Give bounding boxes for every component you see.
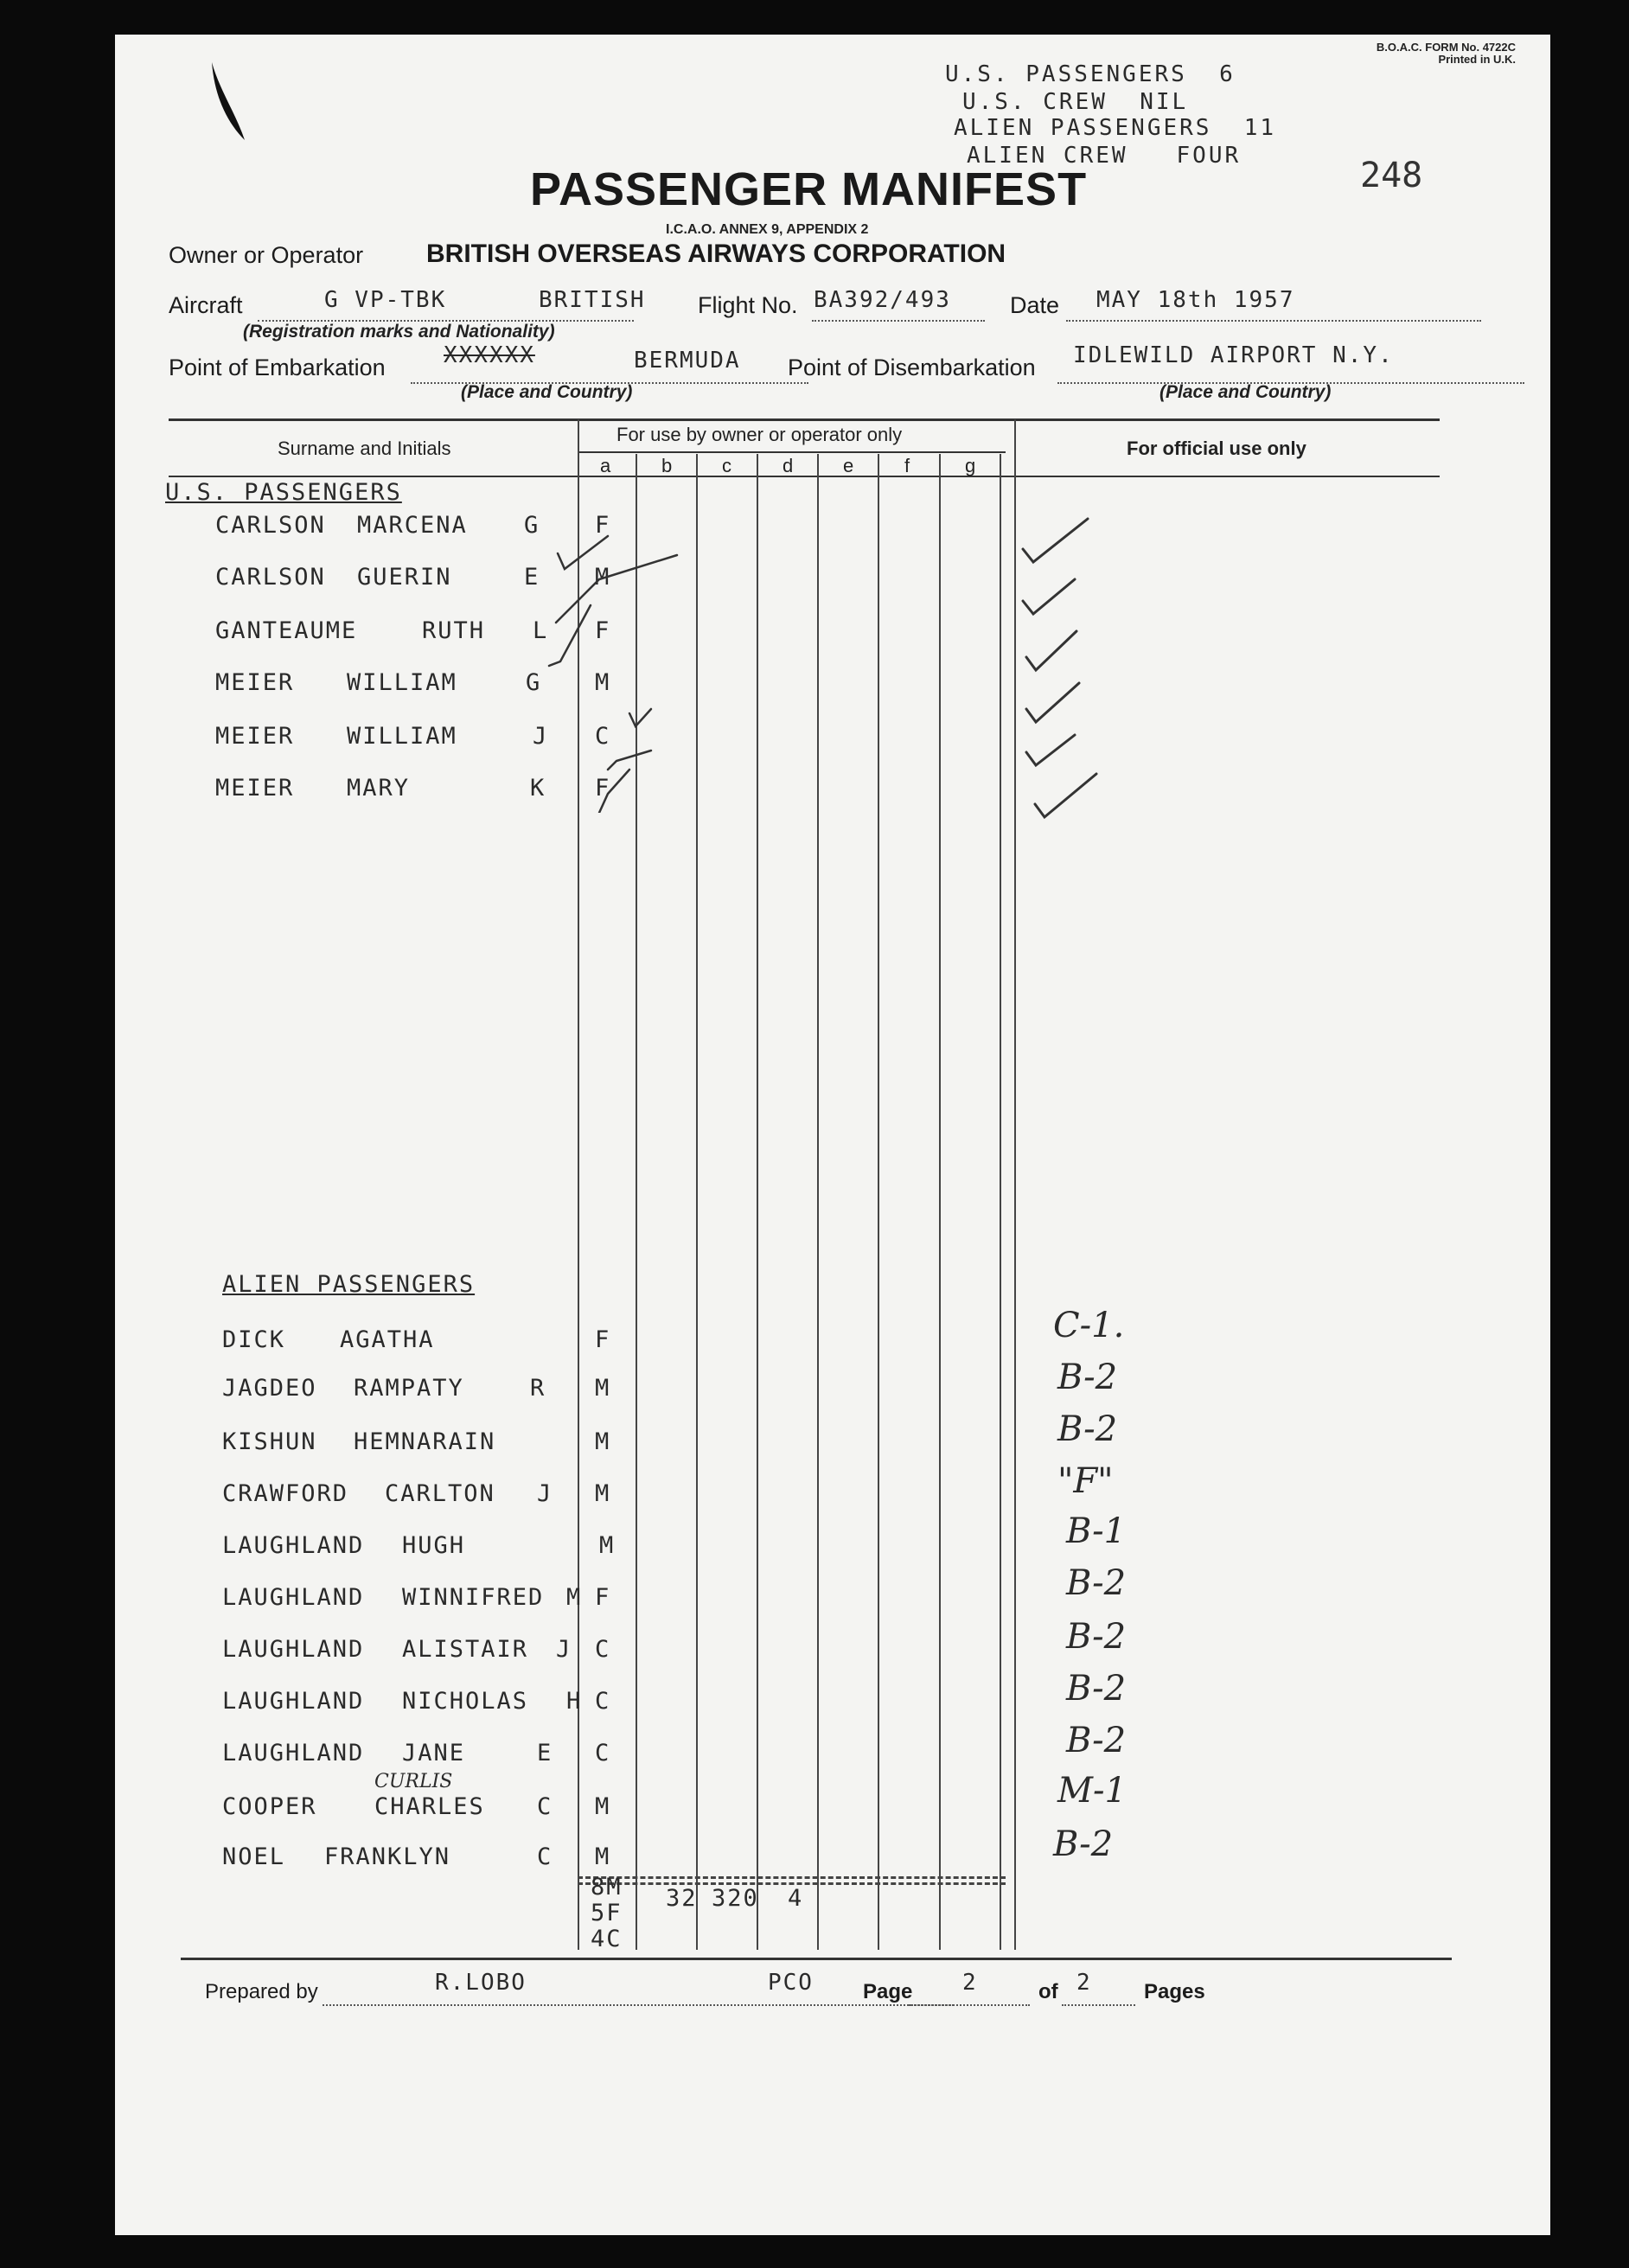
total-col-d: 4 [788,1885,804,1912]
col-a-header: a [600,455,611,476]
col-d-header: d [783,455,794,476]
page-title: PASSENGER MANIFEST [530,163,1088,215]
official-code: B-2 [1057,1409,1118,1449]
code-a: M [595,1480,611,1507]
disembarkation-label: Point of Disembarkation [788,355,1036,380]
footer-rule [181,1958,1452,1960]
code-a: F [595,1326,611,1353]
initial: K [530,775,546,802]
code-a: M [595,1793,611,1820]
given-name: GUERIN [357,564,452,591]
col-header-official-use: For official use only [1127,438,1306,459]
manifest-sheet [115,35,1550,2235]
handwritten-correction: CURLIS [374,1771,453,1792]
code-a: F [595,617,611,644]
given-name: MARCENA [357,512,468,539]
surname: LAUGHLAND [222,1688,365,1715]
page-underline [909,2004,1030,2006]
code-a: F [595,512,611,539]
official-code: B-2 [1066,1563,1127,1603]
given-name: WILLIAM [347,723,457,750]
initial: C [537,1793,553,1820]
initial: R [530,1375,546,1402]
initial: J [556,1636,572,1663]
given-name: AGATHA [340,1326,435,1353]
total-male: 8M [591,1874,623,1901]
code-a: M [595,1375,611,1402]
initial: E [537,1740,553,1766]
aircraft-nationality: BRITISH [539,287,646,313]
owner-use-rule [578,451,1006,453]
surname: LAUGHLAND [222,1532,365,1559]
owner-value: BRITISH OVERSEAS AIRWAYS CORPORATION [426,240,1006,268]
initial: M [566,1584,583,1611]
given-name: CHARLES [374,1793,485,1820]
aircraft-note: (Registration marks and Nationality) [243,322,555,342]
given-name: CARLTON [385,1480,495,1507]
date-value: MAY 18th 1957 [1096,287,1295,313]
given-name: RAMPATY [354,1375,464,1402]
prepared-by-role: PCO [768,1970,814,1996]
code-a: M [599,1532,616,1559]
alien-passengers-heading: ALIEN PASSENGERS [222,1271,476,1298]
given-name: ALISTAIR [402,1636,529,1663]
surname: GANTEAUME [215,617,358,644]
given-name: HEMNARAIN [354,1428,496,1455]
col-b-header: b [661,455,673,476]
page-stamp: 248 [1360,156,1423,195]
form-number [1248,42,1516,66]
date-label: Date [1010,292,1060,318]
date-underline [1066,320,1481,322]
form-number-text: B.O.A.C. FORM No. 4722C [1376,41,1516,54]
given-name: MARY [347,775,411,802]
initial: H [566,1688,583,1715]
official-code: B-2 [1066,1721,1127,1760]
annex-reference: I.C.A.O. ANNEX 9, APPENDIX 2 [666,222,869,237]
code-a: C [595,1688,611,1715]
flight-number: BA392/493 [814,287,951,313]
printed-in-text: Printed in U.K. [1438,53,1516,66]
code-a: M [595,669,611,696]
code-a: C [595,1740,611,1766]
col-c-header: c [722,455,731,476]
embarkation-struck: XXXXXX [444,342,535,368]
surname: MEIER [215,669,295,696]
surname: LAUGHLAND [222,1740,365,1766]
official-code: B-2 [1053,1824,1114,1864]
summary-alien-passengers: ALIEN PASSENGERS 11 [954,115,1277,141]
total-children: 4C [591,1926,623,1952]
prepared-by-label: Prepared by [205,1980,318,2003]
pages-label: Pages [1144,1980,1205,2003]
disembarkation-note: (Place and Country) [1159,382,1332,402]
code-a: F [595,1584,611,1611]
code-a: F [595,775,611,802]
surname: LAUGHLAND [222,1636,365,1663]
page-label: Page [863,1980,913,2003]
given-name: WILLIAM [347,669,457,696]
surname: NOEL [222,1843,286,1870]
initial: C [537,1843,553,1870]
of-underline [1062,2004,1135,2006]
flight-label: Flight No. [698,292,798,318]
us-passengers-heading: U.S. PASSENGERS [165,479,402,506]
prepared-by-value: R.LOBO [435,1970,527,1996]
surname: JAGDEO [222,1375,317,1402]
col-e-header: e [843,455,854,476]
totals-col-a [591,1875,623,1952]
embarkation-value: BERMUDA [634,348,741,374]
code-a: C [595,1636,611,1663]
surname: CARLSON [215,564,326,591]
col-f-header: f [904,455,910,476]
official-checkmarks [1014,476,1187,839]
surname: CRAWFORD [222,1480,349,1507]
initial: L [533,617,549,644]
surname: MEIER [215,775,295,802]
embarkation-label: Point of Embarkation [169,355,386,380]
embarkation-note: (Place and Country) [461,382,633,402]
code-a: M [595,1428,611,1455]
surname: CARLSON [215,512,326,539]
total-col-c: 320 [712,1885,759,1912]
owner-label: Owner or Operator [169,242,364,268]
checkmark-strokes [495,519,1014,813]
of-label: of [1038,1980,1058,2003]
given-name: NICHOLAS [402,1688,529,1715]
col-g-header: g [965,455,976,476]
official-code: "F" [1057,1461,1114,1501]
total-col-b: 32 [666,1885,698,1912]
col-header-owner-use: For use by owner or operator only [616,424,903,445]
official-code: C-1. [1053,1306,1125,1345]
disembarkation-value: IDLEWILD AIRPORT N.Y. [1073,342,1394,368]
punch-mark [201,54,253,149]
aircraft-registration: G VP-TBK [324,287,447,313]
surname: LAUGHLAND [222,1584,365,1611]
official-code: B-2 [1066,1669,1127,1709]
summary-us-crew: U.S. CREW NIL [962,89,1189,115]
given-name: WINNIFRED [402,1584,545,1611]
official-code: B-2 [1066,1617,1127,1657]
code-a: M [595,564,611,591]
surname: COOPER [222,1793,317,1820]
surname: MEIER [215,723,295,750]
of-value: 2 [1076,1970,1092,1996]
given-name: FRANKLYN [324,1843,451,1870]
surname: DICK [222,1326,286,1353]
given-name: RUTH [422,617,486,644]
flight-underline [812,320,985,322]
code-a: C [595,723,611,750]
table-header-rule [169,476,1440,477]
official-code: M-1 [1057,1771,1127,1811]
given-name: JANE [402,1740,466,1766]
initial: J [537,1480,553,1507]
initial: G [524,512,540,539]
summary-us-passengers: U.S. PASSENGERS 6 [945,61,1236,87]
page-value: 2 [962,1970,978,1996]
code-a: M [595,1843,611,1870]
aircraft-label: Aircraft [169,292,243,318]
col-header-names: Surname and Initials [278,438,451,459]
official-code: B-2 [1057,1358,1118,1397]
initial: E [524,564,540,591]
prepared-underline [323,2004,954,2006]
total-female: 5F [591,1900,623,1926]
initial: G [526,669,542,696]
summary-alien-crew: ALIEN CREW FOUR [967,143,1242,169]
surname: KISHUN [222,1428,317,1455]
given-name: HUGH [402,1532,466,1559]
initial: J [533,723,549,750]
table-top-rule [169,418,1440,421]
official-code: B-1 [1066,1511,1127,1551]
totals-rule [578,1876,1006,1879]
